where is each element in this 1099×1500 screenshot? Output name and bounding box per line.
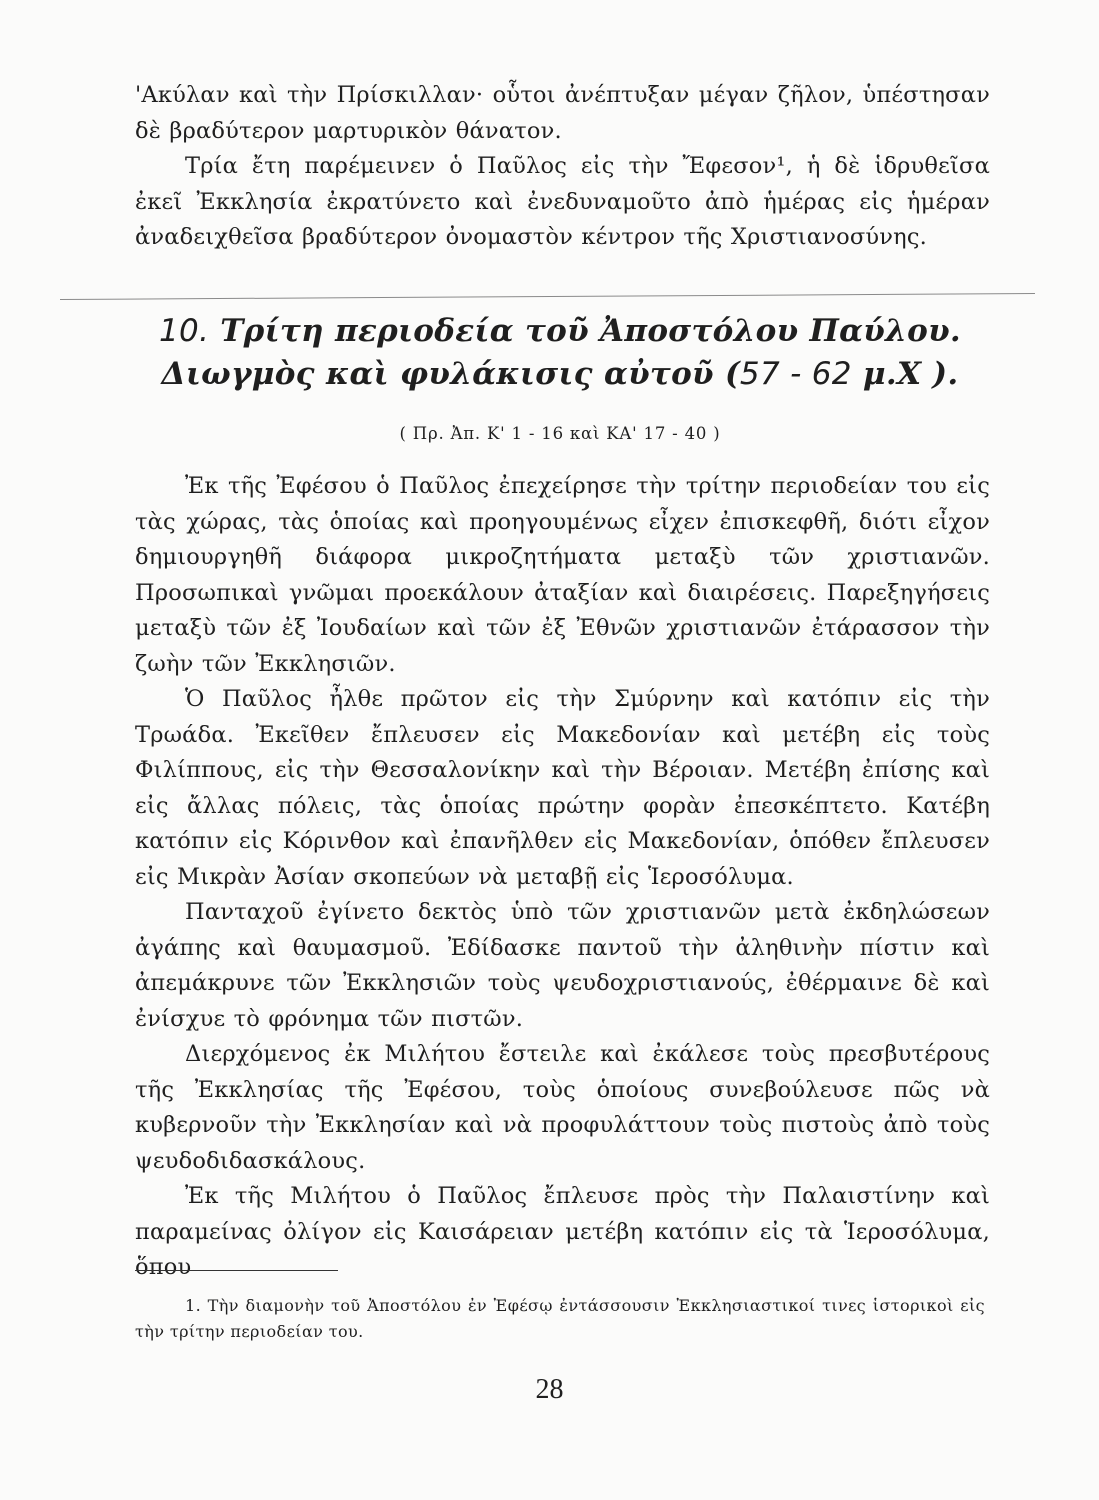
footnote: 1. Τὴν διαμονὴν τοῦ Ἀποστόλου ἐν Ἐφέσῳ ἐντάσσουσιν Ἐκκλησιαστικοί τινες ἱστορικοὶ εἰς τὴν τρίτην περιοδείαν του. — [135, 1296, 985, 1341]
section-number: 10. — [158, 313, 210, 349]
section-heading-line-2 — [120, 356, 1000, 392]
section-heading-line-1 — [120, 313, 1000, 349]
main-text-block — [135, 469, 990, 1286]
section-title: Τρίτη περιοδεία τοῦ Ἀποστόλου Παύλου. — [220, 313, 961, 349]
top-text-block — [135, 78, 990, 256]
footnote-rule — [135, 1270, 338, 1271]
section-separator-line — [60, 293, 1035, 300]
paragraph-palestine: Ἐκ τῆς Μιλήτου ὁ Παῦλος ἔπλευσε πρὸς τὴν Παλαιστίνην καὶ παραμείνας ὀλίγον εἰς Καισάρειαν μετέβη κατόπιν εἰς τὰ Ἱεροσόλυμα, ὅπου — [135, 1183, 990, 1280]
section-subtitle: Διωγμὸς καὶ φυλάκισις αὐτοῦ ( — [161, 356, 740, 392]
page-number: 28 — [535, 1374, 564, 1405]
section-dates: 57 - 62 — [739, 356, 852, 392]
paragraph-miletus: Διερχόμενος ἐκ Μιλήτου ἔστειλε καὶ ἐκάλεσε τοὺς πρεσβυτέρους τῆς Ἐκκλησίας τῆς Ἐφέσου, τοὺς ὁποίους συνεβούλευσε πῶς νὰ κυβερνοῦν τὴν Ἐκκλησίαν καὶ νὰ προφυλάττουν τοὺς πιστοὺς ἀπὸ τοὺς ψευδοδιδασκάλους. — [135, 1041, 990, 1174]
paragraph-third-journey: Ἐκ τῆς Ἐφέσου ὁ Παῦλος ἐπεχείρησε τὴν τρίτην περιοδείαν του εἰς τὰς χώρας, τὰς ὁποίας καὶ προηγουμένως εἶχεν ἐπισκεφθῆ, διότι εἶχον δημιουργηθῆ διάφορα μικροζητήματα μεταξὺ τῶν χριστιανῶν. Προσωπικαὶ γνῶμαι προεκάλουν ἀταξίαν καὶ διαιρέσεις. Παρεξηγήσεις μεταξὺ τῶν ἐξ Ἰουδαίων καὶ τῶν ἐξ Ἐθνῶν χριστιανῶν ἐτάρασσον τὴν ζωὴν τῶν Ἐκκλησιῶν. — [135, 473, 990, 677]
paragraph-ephesus: Τρία ἔτη παρέμεινεν ὁ Παῦλος εἰς τὴν Ἔφεσον¹, ἡ δὲ ἱδρυθεῖσα ἐκεῖ Ἐκκλησία ἐκρατύνετο καὶ ἐνεδυναμοῦτο ἀπὸ ἡμέρας εἰς ἡμέραν ἀναδειχθεῖσα βραδύτερον ὀνομαστὸν κέντρον τῆς Χριστιανοσύνης. — [135, 153, 990, 250]
paragraph-itinerary: Ὁ Παῦλος ἦλθε πρῶτον εἰς τὴν Σμύρνην καὶ κατόπιν εἰς τὴν Τρωάδα. Ἐκεῖθεν ἔπλευσεν εἰς Μακεδονίαν καὶ μετέβη εἰς τοὺς Φιλίππους, εἰς τὴν Θεσσαλονίκην καὶ τὴν Βέροιαν. Μετέβη ἐπίσης καὶ εἰς ἄλλας πόλεις, τὰς ὁποίας πρώτην φορὰν ἐπεσκέπτετο. Κατέβη κατόπιν εἰς Κόρινθον καὶ ἐπανῆλθεν εἰς Μακεδονίαν, ὁπόθεν ἔπλευσεν εἰς Μικρὰν Ἀσίαν σκοπεύων νὰ μεταβῇ εἰς Ἱεροσόλυμα. — [135, 686, 990, 890]
paragraph-continuation: 'Ακύλαν καὶ τὴν Πρίσκιλλαν· οὗτοι ἀνέπτυξαν μέγαν ζῆλον, ὑπέστησαν δὲ βραδύτερον μαρτυρικὸν θάνατον. — [135, 82, 990, 144]
scripture-reference: ( Πρ. Ἀπ. Κ' 1 - 16 καὶ ΚΑ' 17 - 40 ) — [399, 424, 721, 443]
paragraph-reception: Πανταχοῦ ἐγίνετο δεκτὸς ὑπὸ τῶν χριστιανῶν μετὰ ἐκδηλώσεων ἀγάπης καὶ θαυμασμοῦ. Ἐδίδασκε παντοῦ τὴν ἀληθινὴν πίστιν καὶ ἀπεμάκρυνε τῶν Ἐκκλησιῶν τοὺς ψευδοχριστιανούς, ἐθέρμαινε δὲ καὶ ἐνίσχυε τὸ φρόνημα τῶν πιστῶν. — [135, 899, 990, 1032]
section-subtitle-suffix: μ.Χ ). — [851, 356, 959, 392]
